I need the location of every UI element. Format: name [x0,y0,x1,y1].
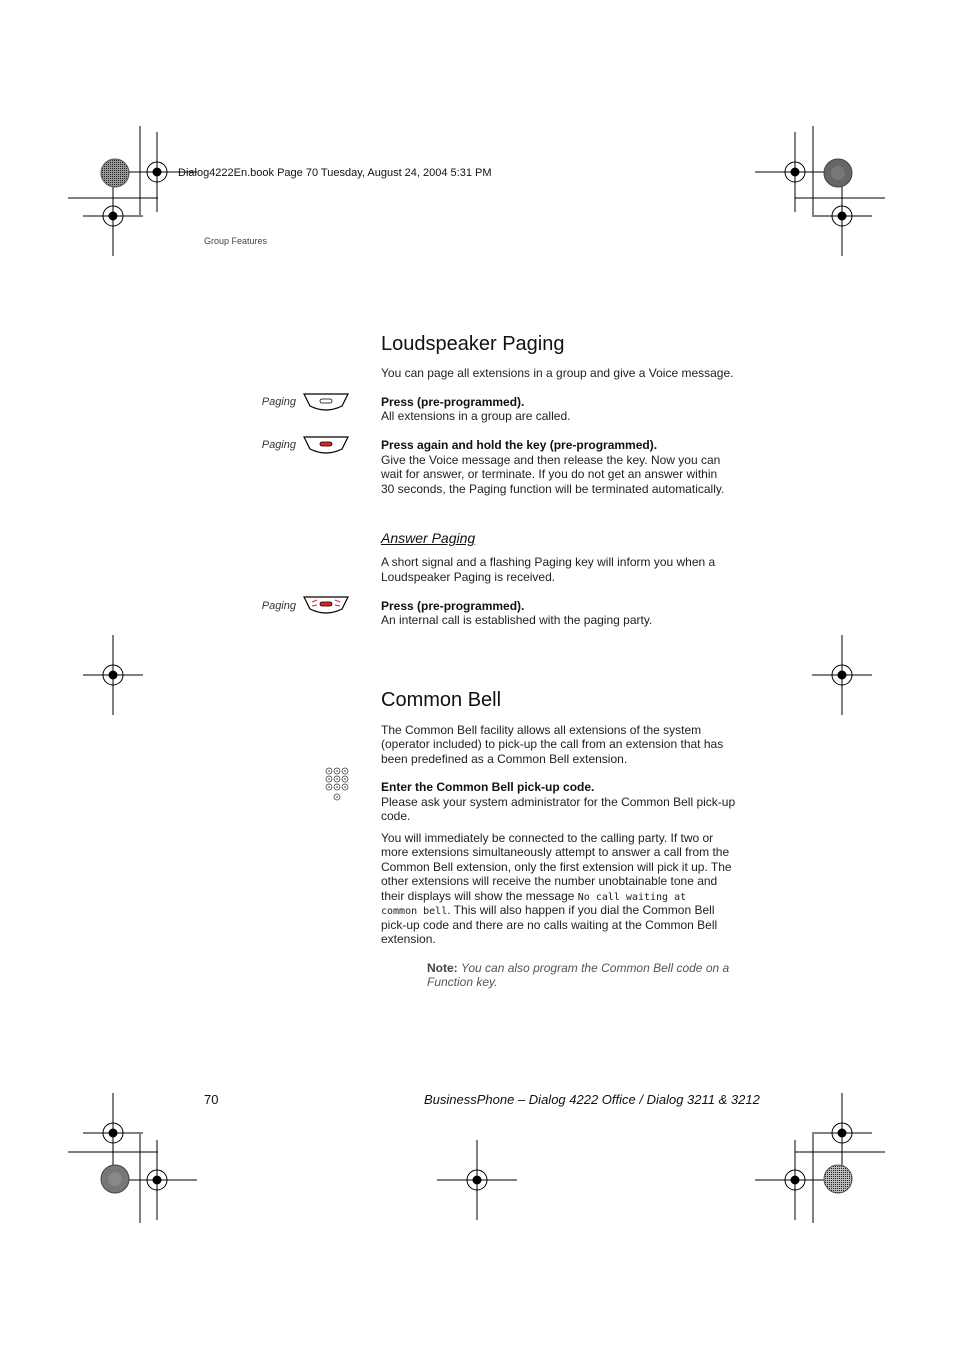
display-message: No call waiting at [577,892,687,903]
registration-mark-icon [437,1140,517,1220]
answer-paging-subtitle: Answer Paging [381,530,476,546]
paragraph-line: other extensions will receive the number unobtainable tone and [381,874,718,888]
registration-mark-icon [812,635,872,715]
step-description-line: Please ask your system administrator for the Common Bell pick-up [381,795,736,809]
step-instruction: Press (pre-programmed). [381,599,525,613]
step-description-line: code. [381,809,411,823]
paragraph-line: You will immediately be connected to the calling party. If two or [381,831,714,845]
color-wheel-icon [823,158,853,188]
color-wheel-icon [823,1164,853,1194]
step-description-line: 30 seconds, the Paging function will be terminated automatically. [381,482,725,496]
paging-key-icon[interactable] [302,392,350,412]
step-description-line: Give the Voice message and then release the key. Now you can [381,453,721,467]
note-text: You can also program the Common Bell code on a [461,961,730,975]
step-description-line: wait for answer, or terminate. If you do not get an answer within [381,467,718,481]
note-label: Note: [427,961,458,975]
loudspeaker-intro: You can page all extensions in a group and give a Voice message. [381,366,734,380]
key-label: Paging [261,439,296,451]
page-number: 70 [204,1092,219,1107]
note [427,961,729,976]
color-wheel-icon [100,1164,130,1194]
paragraph-text: their displays will show the message [381,889,578,903]
common-bell-intro-line: (operator included) to pick-up the call from an extension that has [381,737,724,751]
paging-key-flashing-icon[interactable] [302,595,350,615]
print-info: Dialog4222En.book Page 70 Tuesday, August 24, 2004 5:31 PM [178,167,492,179]
step-instruction: Enter the Common Bell pick-up code. [381,780,595,794]
loudspeaker-paging-title: Loudspeaker Paging [381,333,565,355]
step-description: An internal call is established with the paging party. [381,613,653,627]
paragraph-line: Common Bell extension, only the first extension will pick it up. The [381,860,732,874]
note-text: Function key. [427,975,498,989]
paragraph-line: more extensions simultaneously attempt to answer a call from the [381,845,730,859]
answer-intro-line: Loudspeaker Paging is received. [381,570,556,584]
answer-intro-line: A short signal and a flashing Paging key will inform you when a [381,555,716,569]
registration-mark-icon [83,176,143,256]
key-label: Paging [261,396,296,408]
step-instruction: Press (pre-programmed). [381,395,525,409]
paragraph-line: pick-up code and there are no calls waiting at the Common Bell [381,918,718,932]
footer-product: BusinessPhone – Dialog 4222 Office / Dialog 3211 & 3212 [424,1092,760,1107]
key-label: Paging [261,600,296,612]
paragraph-line: extension. [381,932,436,946]
common-bell-intro-line: The Common Bell facility allows all extensions of the system [381,723,702,737]
paging-key-icon[interactable] [302,435,350,455]
step-instruction: Press again and hold the key (pre-programmed). [381,438,658,452]
paragraph-text: . This will also happen if you dial the Common Bell [447,903,715,917]
step-description: All extensions in a group are called. [381,409,571,423]
registration-mark-icon [812,176,872,256]
registration-mark-icon [83,635,143,715]
color-wheel-icon [100,158,130,188]
display-message: common bell [381,906,448,917]
keypad-icon [325,767,351,803]
common-bell-intro-line: been predefined as a Common Bell extension. [381,752,628,766]
section-label: Group Features [204,236,268,246]
common-bell-title: Common Bell [381,689,502,711]
